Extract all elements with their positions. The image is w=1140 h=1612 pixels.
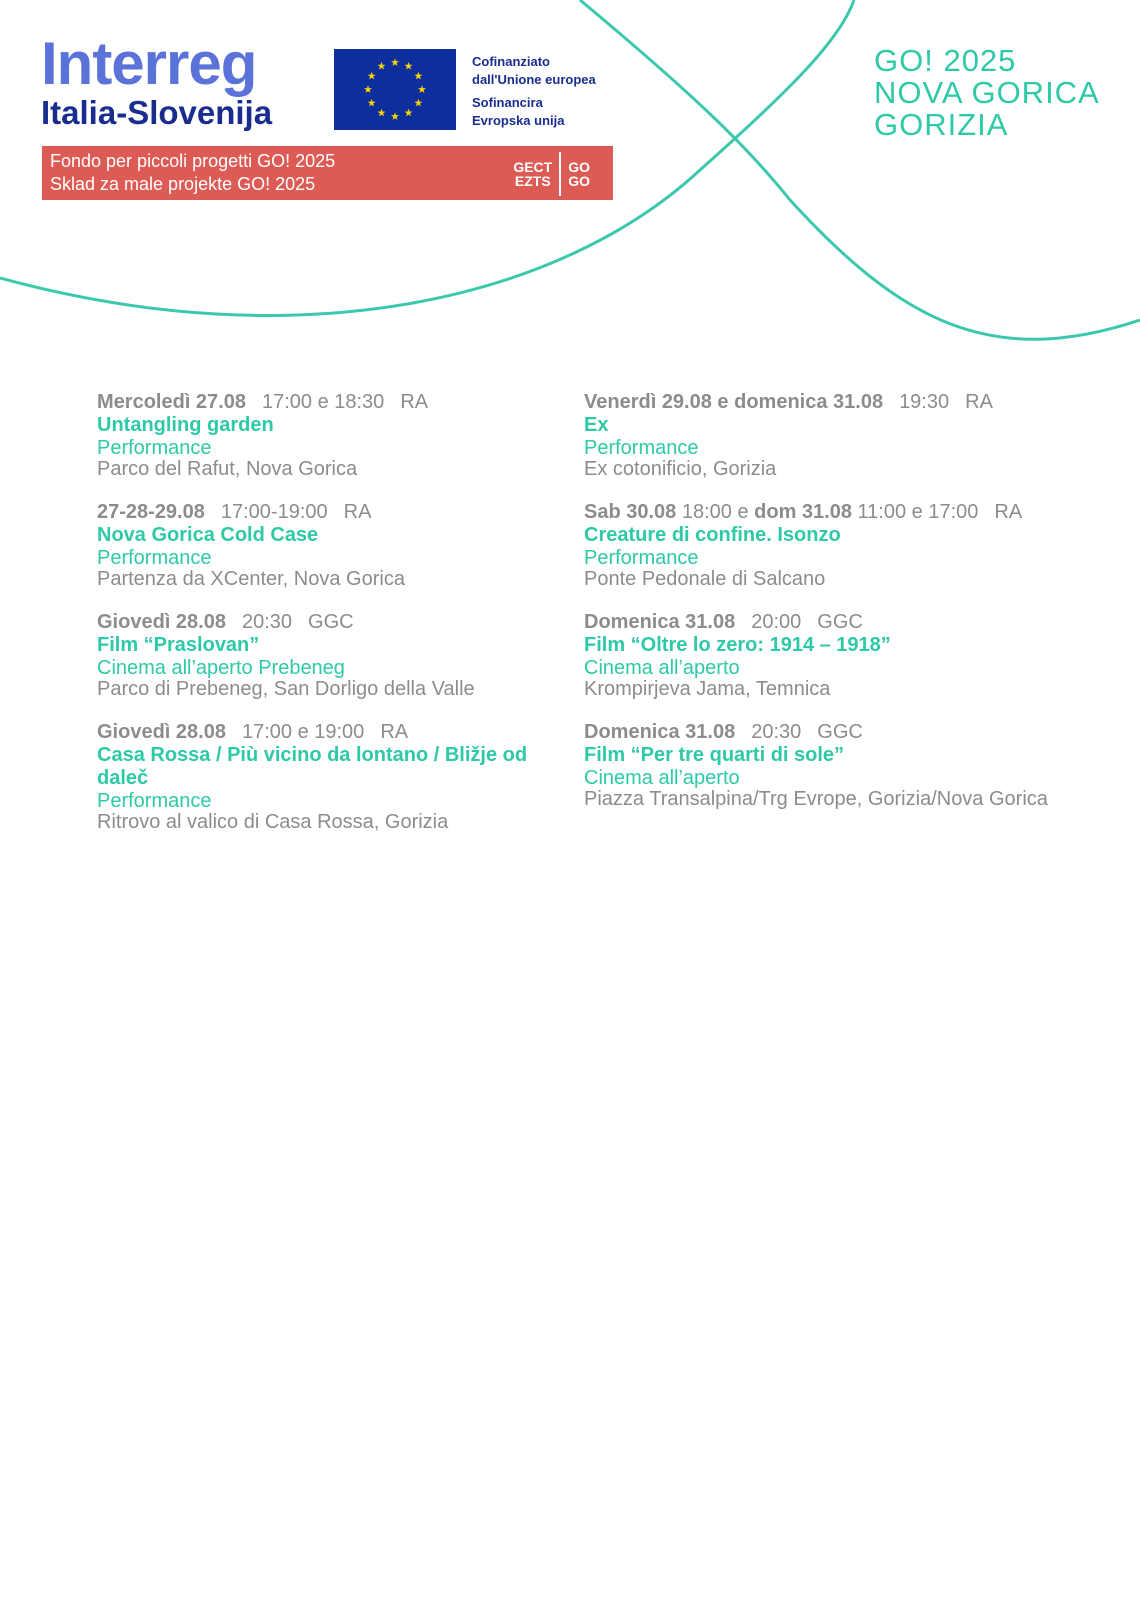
event-when bbox=[97, 500, 547, 524]
event-item bbox=[97, 720, 547, 833]
event-day: Mercoledì 27.08 bbox=[97, 391, 246, 413]
event-item bbox=[97, 390, 547, 480]
event-day: Domenica 31.08 bbox=[584, 721, 736, 743]
gect-text: GECT bbox=[513, 159, 553, 175]
event-time: 20:30 bbox=[751, 721, 802, 743]
event-item bbox=[584, 500, 1064, 590]
event-place: Parco di Prebeneg, San Dorligo della Valle bbox=[97, 678, 475, 700]
event-organizer: GGC bbox=[817, 611, 863, 633]
go2025-logo-line: NOVA GORICA bbox=[874, 75, 1100, 110]
event-place: Ritrovo al valico di Casa Rossa, Gorizia bbox=[97, 811, 449, 833]
event-when bbox=[584, 720, 1064, 744]
event-organizer: RA bbox=[400, 391, 429, 413]
events-column-left bbox=[97, 390, 547, 853]
go2025-logo-line: GO! 2025 bbox=[874, 43, 1017, 78]
fund-line-it: Fondo per piccoli progetti GO! 2025 bbox=[50, 151, 336, 171]
event-when bbox=[584, 390, 1064, 414]
event-when bbox=[97, 610, 547, 634]
event-day: 27-28-29.08 bbox=[97, 501, 205, 523]
event-day: Domenica 31.08 bbox=[584, 611, 736, 633]
event-item bbox=[584, 610, 1064, 700]
event-title: Ex bbox=[584, 414, 609, 436]
event-when bbox=[584, 500, 1064, 524]
event-category: Cinema all’aperto bbox=[584, 657, 740, 679]
event-organizer: RA bbox=[994, 501, 1023, 523]
events-column-right bbox=[584, 390, 1064, 830]
eu-text-line: dall'Unione europea bbox=[472, 72, 596, 87]
event-title: Film “Praslovan” bbox=[97, 634, 260, 656]
event-day: Sab 30.08 bbox=[584, 501, 677, 523]
go-go-logo bbox=[561, 160, 597, 188]
event-title: Film “Per tre quarti di sole” bbox=[584, 744, 845, 766]
event-category: Performance bbox=[584, 437, 699, 459]
event-when bbox=[584, 610, 1064, 634]
eu-text-line: Cofinanziato bbox=[472, 54, 550, 69]
event-organizer: GGC bbox=[817, 721, 863, 743]
eu-text-line: Sofinancira bbox=[472, 95, 543, 110]
event-day: Venerdì 29.08 e domenica 31.08 bbox=[584, 391, 884, 413]
interreg-logo-subtitle: Italia-Slovenija bbox=[41, 94, 273, 131]
event-place: Piazza Transalpina/Trg Evrope, Gorizia/Nova Gorica bbox=[584, 788, 1048, 810]
event-time: 20:30 bbox=[241, 611, 293, 633]
event-category: Cinema all’aperto bbox=[584, 767, 740, 789]
eu-cofinancing-text bbox=[472, 53, 596, 130]
go-text: GO bbox=[568, 173, 590, 189]
gect-go-logo bbox=[506, 152, 597, 196]
event-category: Performance bbox=[584, 547, 699, 569]
go2025-logo bbox=[874, 45, 1100, 141]
event-title: Creature di confine. Isonzo bbox=[584, 524, 841, 546]
ezts-text: EZTS bbox=[514, 173, 551, 189]
event-title: Casa Rossa / Più vicino da lontano / Bližje od daleč bbox=[97, 744, 528, 789]
event-organizer: RA bbox=[343, 501, 372, 523]
event-when bbox=[97, 720, 547, 744]
small-projects-fund-banner bbox=[42, 146, 613, 200]
gect-ezts-logo bbox=[506, 160, 559, 188]
fund-line-sl: Sklad za male projekte GO! 2025 bbox=[50, 174, 316, 194]
event-category: Performance bbox=[97, 790, 212, 812]
event-item bbox=[584, 720, 1064, 810]
event-category: Performance bbox=[97, 547, 212, 569]
go2025-logo-line: GORIZIA bbox=[874, 107, 1009, 142]
event-place: Ponte Pedonale di Salcano bbox=[584, 568, 826, 590]
event-time: 20:00 bbox=[751, 611, 802, 633]
go-text: GO bbox=[568, 159, 590, 175]
event-time: 18:00 e bbox=[681, 501, 749, 523]
event-time: 17:00 e 19:00 bbox=[241, 721, 365, 743]
eu-flag-icon bbox=[334, 49, 456, 130]
event-when bbox=[97, 390, 547, 414]
event-day: dom 31.08 bbox=[754, 501, 852, 523]
event-organizer: GGC bbox=[308, 611, 354, 633]
event-category: Performance bbox=[97, 437, 212, 459]
event-place: Parco del Rafut, Nova Gorica bbox=[97, 458, 358, 480]
event-title: Film “Oltre lo zero: 1914 – 1918” bbox=[584, 634, 891, 656]
event-time: 11:00 e 17:00 bbox=[857, 501, 979, 523]
event-organizer: RA bbox=[965, 391, 993, 413]
event-item bbox=[584, 390, 1064, 480]
event-time: 17:00 e 18:30 bbox=[261, 391, 385, 413]
event-category: Cinema all’aperto Prebeneg bbox=[97, 657, 345, 679]
event-item bbox=[97, 500, 547, 590]
event-item bbox=[97, 610, 547, 700]
event-organizer: RA bbox=[380, 721, 409, 743]
event-day: Giovedì 28.08 bbox=[97, 611, 226, 633]
event-place: Ex cotonificio, Gorizia bbox=[584, 458, 777, 480]
event-place: Krompirjeva Jama, Temnica bbox=[584, 678, 831, 700]
event-title: Untangling garden bbox=[97, 414, 274, 436]
event-title: Nova Gorica Cold Case bbox=[97, 524, 319, 546]
event-place: Partenza da XCenter, Nova Gorica bbox=[97, 568, 405, 590]
event-time: 17:00-19:00 bbox=[220, 501, 328, 523]
event-day: Giovedì 28.08 bbox=[97, 721, 226, 743]
event-time: 19:30 bbox=[899, 391, 950, 413]
interreg-logo-word: Interreg bbox=[41, 30, 257, 97]
eu-text-line: Evropska unija bbox=[472, 113, 565, 128]
